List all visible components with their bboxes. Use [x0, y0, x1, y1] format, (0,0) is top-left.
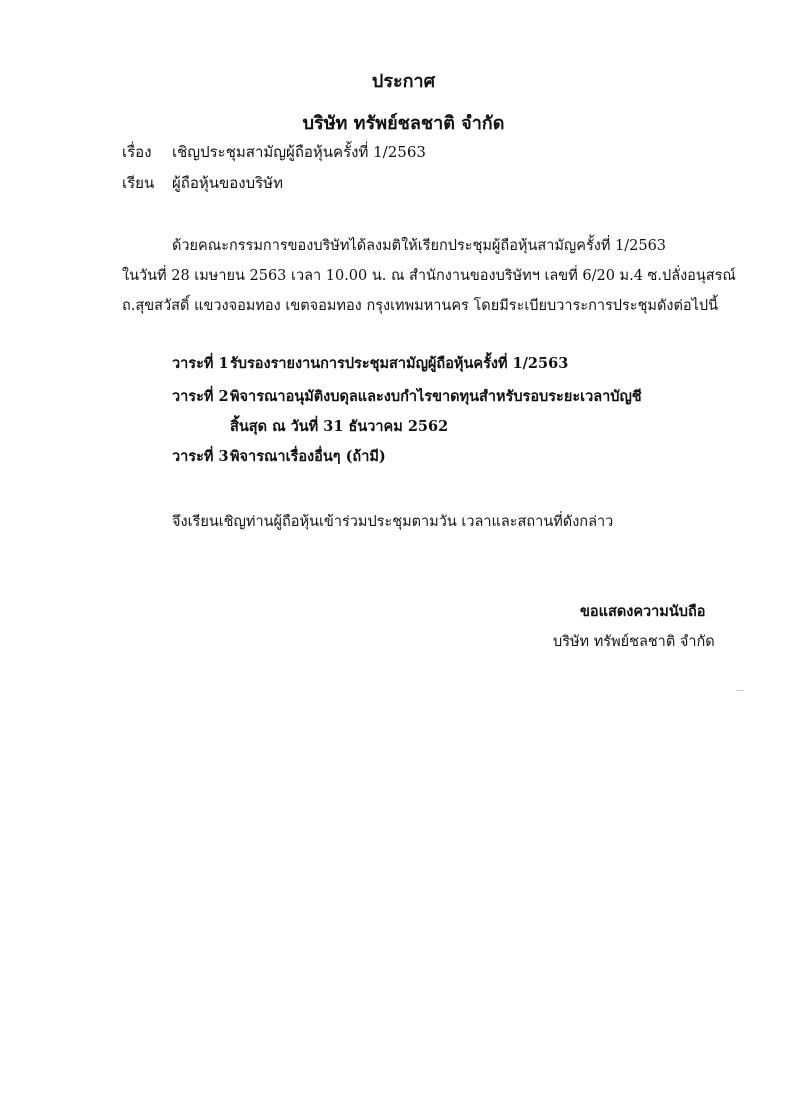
- agenda-2-text-continued: สิ้นสุด ณ วันที่ 31 ธันวาคม 2562: [230, 418, 449, 435]
- intro-line-2: ในวันที่ 28 เมษายน 2563 เวลา 10.00 น. ณ สำนักงานของบริษัทฯ เลขที่ 6/20 ม.4 ซ.ปลั่งอนุสรณ์: [122, 268, 736, 284]
- agenda-3-label: วาระที่ 3: [172, 448, 229, 465]
- agenda-3-text: พิจารณาเรื่องอื่นๆ (ถ้ามี): [230, 448, 386, 465]
- intro-line-1: ด้วยคณะกรรมการของบริษัทได้ลงมติให้เรียกประชุมผู้ถือหุ้นสามัญครั้งที่ 1/2563: [172, 238, 667, 254]
- closing-regards: ขอแสดงความนับถือ: [580, 603, 706, 620]
- agenda-2-text: พิจารณาอนุมัติงบดุลและงบกำไรขาดทุนสำหรับรอบระยะเวลาบัญชี: [230, 388, 642, 405]
- agenda-2-label: วาระที่ 2: [172, 388, 229, 405]
- agenda-1-label: วาระที่ 1: [172, 355, 229, 372]
- agenda-1-text: รับรองรายงานการประชุมสามัญผู้ถือหุ้นครั้งที่ 1/2563: [230, 355, 569, 372]
- intro-line-3: ถ.สุขสวัสดิ์ แขวงจอมทอง เขตจอมทอง กรุงเทพมหานคร โดยมีระเบียบวาระการประชุมดังต่อไปนี้: [122, 298, 718, 314]
- to-label: เรียน: [122, 174, 155, 192]
- subject-label: เรื่อง: [122, 143, 152, 161]
- to-text: ผู้ถือหุ้นของบริษัท: [172, 174, 283, 192]
- announcement-title: ประกาศ: [371, 71, 436, 92]
- signatory-company: บริษัท ทรัพย์ชลชาติ จำกัด: [553, 634, 715, 650]
- subject-text: เชิญประชุมสามัญผู้ถือหุ้นครั้งที่ 1/2563: [172, 143, 426, 161]
- scan-speck: [736, 690, 744, 691]
- invitation-text: จึงเรียนเชิญท่านผู้ถือหุ้นเข้าร่วมประชุมตามวัน เวลาและสถานที่ดังกล่าว: [172, 514, 614, 530]
- company-name: บริษัท ทรัพย์ชลชาติ จำกัด: [302, 113, 505, 134]
